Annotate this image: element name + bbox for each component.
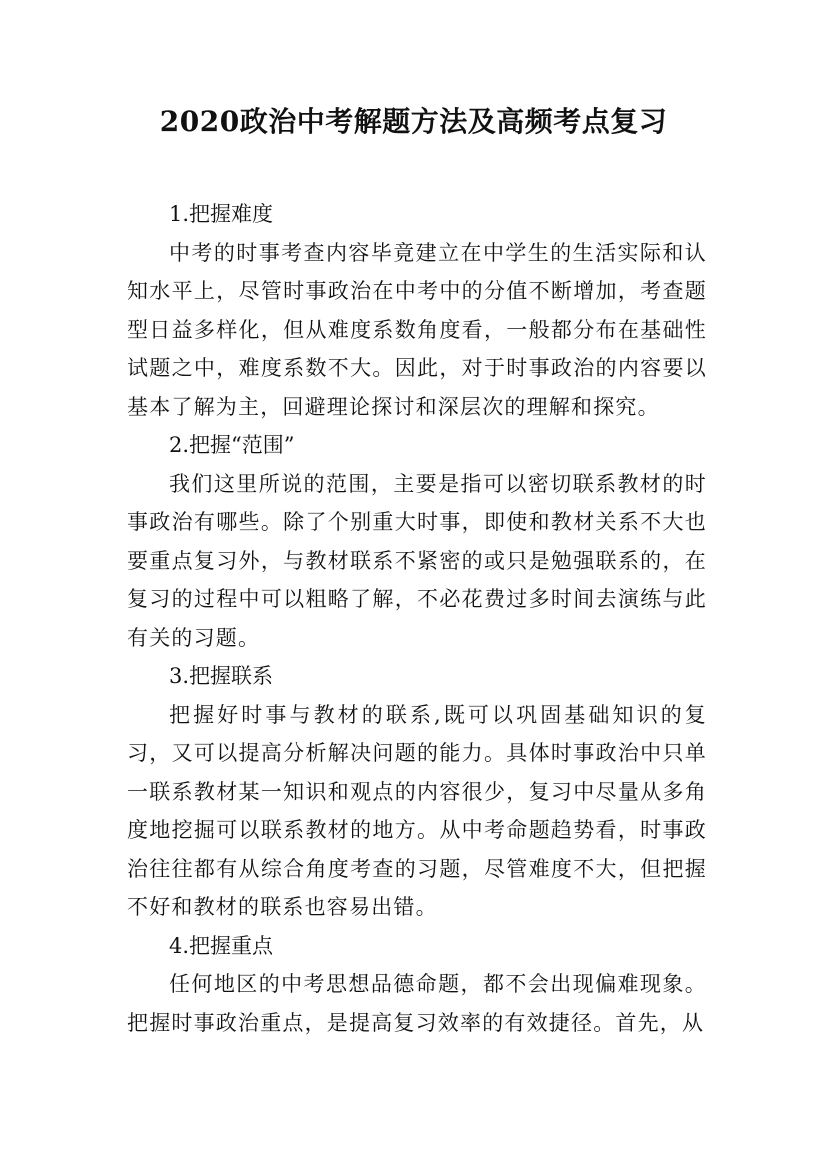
section-heading-1: 1.把握难度 xyxy=(169,202,274,226)
section-paragraph-4: 任何地区的中考思想品德命题，都不会出现偏难现象。把握时事政治重点，是提高复习效率的有效捷径。首先，从 xyxy=(127,972,707,1035)
section-paragraph-2: 我们这里所说的范围，主要是指可以密切联系教材的时事政治有哪些。除了个别重大时事，即使和教材关系不大也要重点复习外，与教材联系不紧密的或只是勉强联系的，在复习的过程中可以粗略了解，不必花费过多时间去演练与此有关的习题。 xyxy=(127,471,707,650)
document-title: 2020政治中考解题方法及高频考点复习 xyxy=(159,105,668,138)
section-heading-2: 2.把握“范围” xyxy=(169,433,295,457)
section-heading-4: 4.把握重点 xyxy=(169,933,274,958)
section-paragraph-3: 把握好时事与教材的联系,既可以巩固基础知识的复习，又可以提高分析解决问题的能力。具体时事政治中只单一联系教材某一知识和观点的内容很少，复习中尽量从多角度地挖掘可以联系教材的地方。从中考命题趋势看，时事政治往往都有从综合角度考查的习题，尽管难度不大，但把握不好和教材的联系也容易出错。 xyxy=(127,702,707,919)
section-paragraph-1: 中考的时事考查内容毕竟建立在中学生的生活实际和认知水平上，尽管时事政治在中考中的分值不断增加，考查题型日益多样化，但从难度系数角度看，一般都分布在基础性试题之中，难度系数不大。因此，对于时事政治的内容要以基本了解为主，回避理论探讨和深层次的理解和探究。 xyxy=(127,240,707,419)
document-body xyxy=(127,195,707,1042)
section-heading-3: 3.把握联系 xyxy=(169,664,274,688)
